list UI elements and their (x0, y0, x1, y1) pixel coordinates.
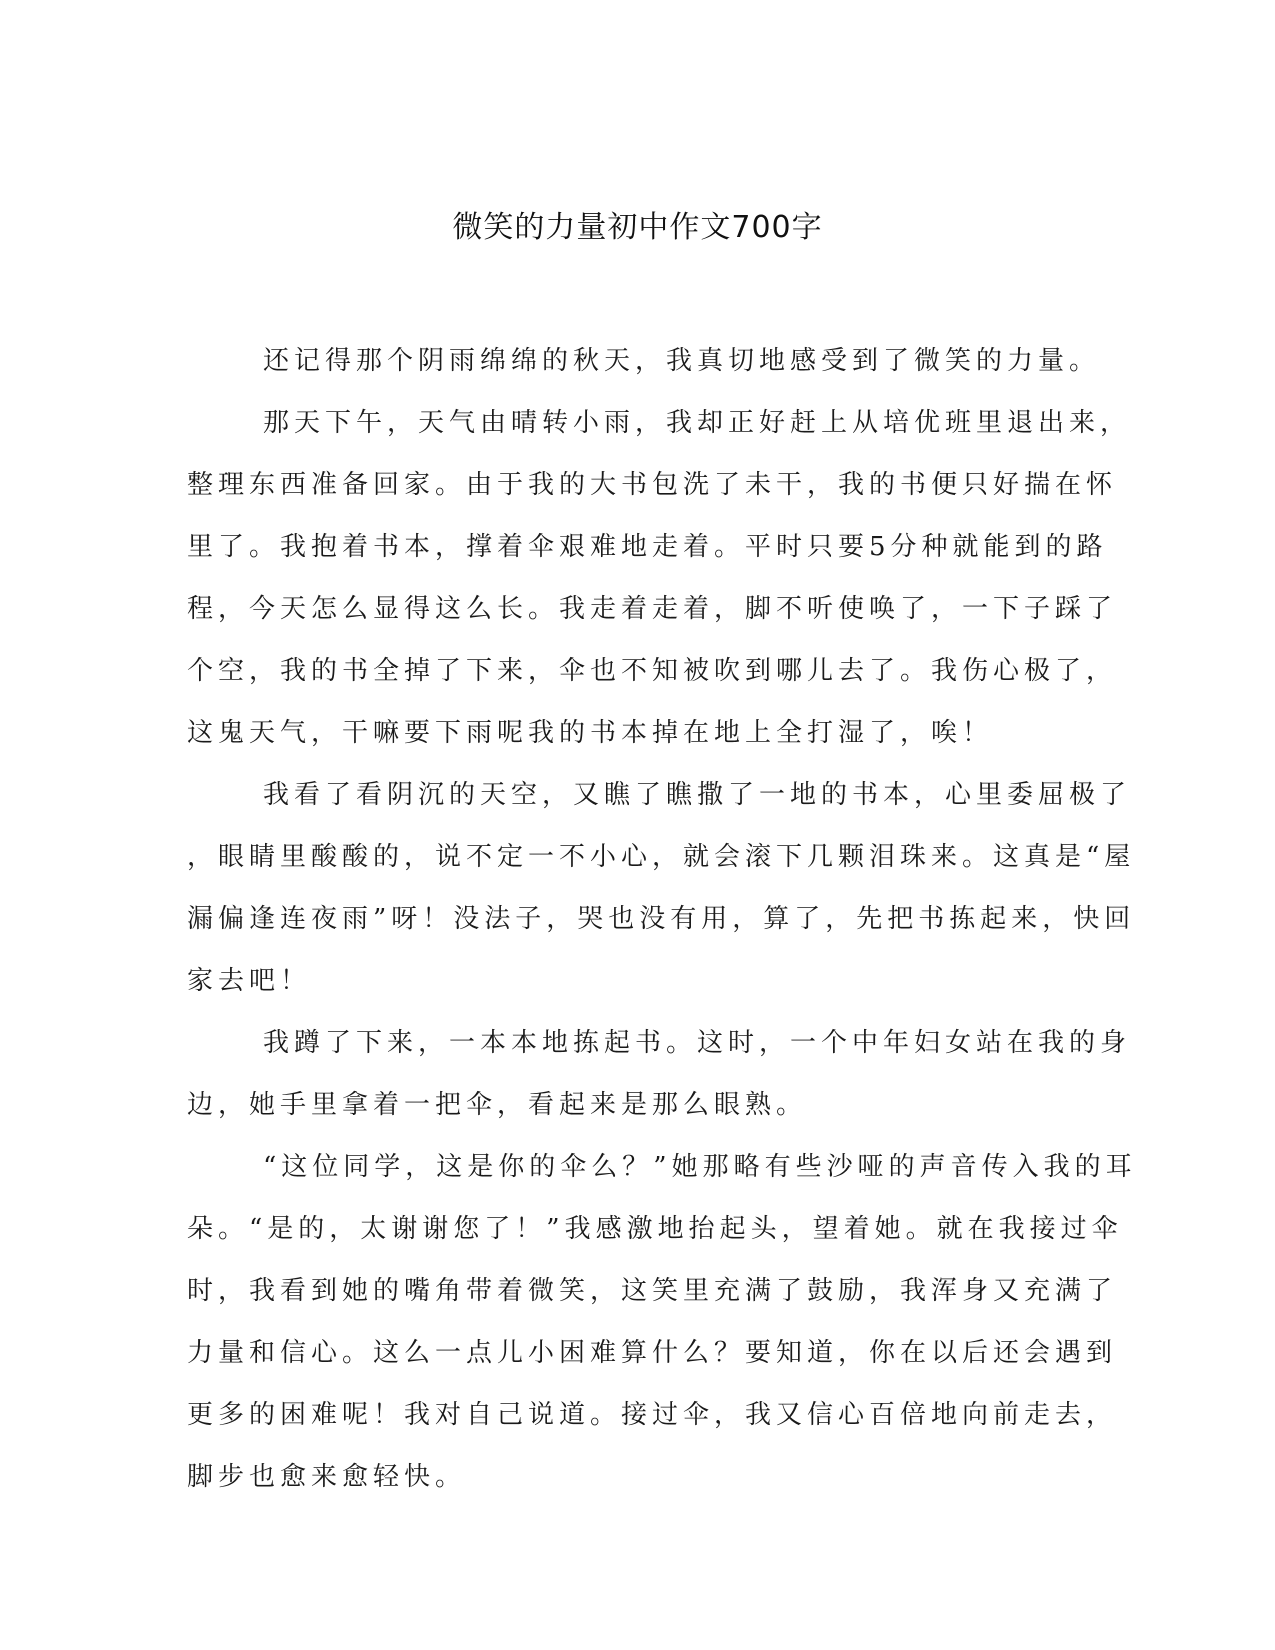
text-line: 程，今天怎么显得这么长。我走着走着，脚不听使唤了，一下子踩了 (187, 594, 1118, 624)
document-body (187, 330, 1137, 1508)
text-line: 时，我看到她的嘴角带着微笑，这笑里充满了鼓励，我浑身又充满了 (187, 1276, 1118, 1306)
text-line: 脚步也愈来愈轻快。 (187, 1462, 467, 1492)
text-line: 力量和信心。这么一点儿小困难算什么？要知道，你在以后还会遇到 (187, 1338, 1118, 1368)
text-line: 我蹲了下来，一本本地拣起书。这时，一个中年妇女站在我的身 (263, 1028, 1132, 1058)
text-line: 边，她手里拿着一把伞，看起来是那么眼熟。 (187, 1090, 808, 1120)
text-line: 还记得那个阴雨绵绵的秋天，我真切地感受到了微笑的力量。 (263, 346, 1101, 376)
text-line: 这鬼天气，干嘛要下雨呢我的书本掉在地上全打湿了，唉！ (187, 718, 994, 748)
text-line: 漏偏逢连夜雨”呀！没法子，哭也没有用，算了，先把书拣起来，快回 (187, 904, 1136, 934)
document-title: 微笑的力量初中作文700字 (452, 210, 823, 245)
text-line: 里了。我抱着书本，撑着伞艰难地走着。平时只要5分种就能到的路 (187, 532, 1108, 562)
text-line: 更多的困难呢！我对自己说道。接过伞，我又信心百倍地向前走去， (187, 1400, 1118, 1430)
text-line: ，眼睛里酸酸的，说不定一不小心，就会滚下几颗泪珠来。这真是“屋 (187, 842, 1136, 872)
text-line: 我看了看阴沉的天空，又瞧了瞧撒了一地的书本，心里委屈极了 (263, 780, 1132, 810)
text-line: 朵。“是的，太谢谢您了！”我感激地抬起头，望着她。就在我接过伞 (187, 1214, 1123, 1244)
text-line: 那天下午，天气由晴转小雨，我却正好赶上从培优班里退出来， (263, 408, 1132, 438)
text-line: 家去吧！ (187, 966, 312, 996)
text-line: 个空，我的书全掉了下来，伞也不知被吹到哪儿去了。我伤心极了， (187, 656, 1118, 686)
text-line: “这位同学，这是你的伞么？”她那略有些沙哑的声音传入我的耳 (263, 1152, 1137, 1182)
text-line: 整理东西准备回家。由于我的大书包洗了未干，我的书便只好揣在怀 (187, 470, 1118, 500)
